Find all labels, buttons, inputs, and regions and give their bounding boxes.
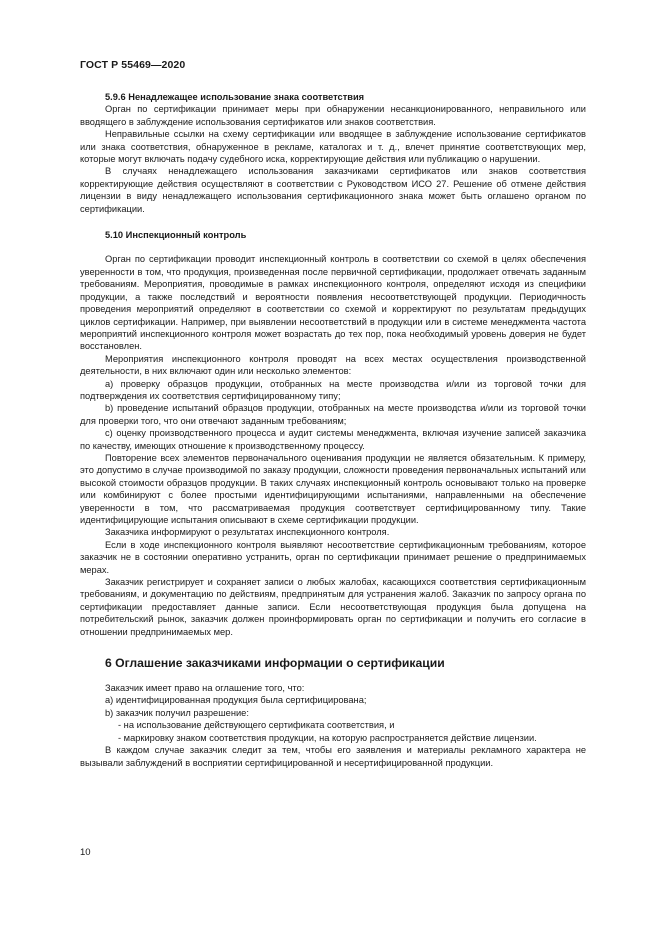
list-item: а) проверку образцов продукции, отобранных на месте производства и/или из торговой точки для подтверждения их соответствия сертифицированному типу; bbox=[80, 378, 586, 401]
paragraph: Если в ходе инспекционного контроля выявляют несоответствие сертификационным требованиям, которое заказчик не в состоянии оперативно устранить, орган по сертификации принимает решение о предпринимаемых мерах. bbox=[80, 539, 586, 575]
list-item: b) заказчик получил разрешение: bbox=[105, 707, 249, 718]
list-item: а) идентифицированная продукция была сертифицирована; bbox=[105, 695, 367, 706]
paragraph: Заказчик имеет право на оглашение того, что: bbox=[105, 683, 305, 694]
section-5-9-6-title: 5.9.6 Ненадлежащее использование знака соответствия bbox=[105, 92, 365, 102]
section-5-10-title: 5.10 Инспекционный контроль bbox=[105, 230, 247, 241]
paragraph: Заказчика информируют о результатах инспекционного контроля. bbox=[105, 527, 390, 538]
page-body bbox=[80, 91, 586, 769]
list-item: - маркировку знаком соответствия продукции, на которую распространяется действие лицензии. bbox=[118, 732, 537, 743]
paragraph: Повторение всех элементов первоначального оценивания продукции не является обязательным. К примеру, это допустимо в случае производимой по заказу продукции, сложности проведения первоначальных испытаний или высокой стоимости образцов продукции. В таких случаях инспекционный контроль основывают только на проверке или комбинируют с более простыми идентифицирующими испытаниями, направленными на обеспечение уверенности в том, что рассматриваемая продукция соответствует сертифицированному типу. Такие идентифицирующие испытания описывают в схеме сертификации продукции. bbox=[80, 452, 586, 525]
paragraph: В каждом случае заказчик следит за тем, чтобы его заявления и материалы рекламного характера не вызывали заблуждений в восприятии сертифицированной и несертифицированной продукции. bbox=[80, 745, 586, 768]
paragraph: Орган по сертификации принимает меры при обнаружении несанкционированного, неправильного или вводящего в заблуждение использования сертификатов или знаков соответствия. bbox=[80, 104, 586, 127]
list-item: с) оценку производственного процесса и аудит системы менеджмента, включая изучение записей заказчика по качеству, имеющих отношение к производственному процессу. bbox=[80, 428, 586, 451]
section-5-10 bbox=[80, 229, 586, 638]
list-item: b) проведение испытаний образцов продукции, отобранных на месте производства и/или из торговой точки для проверки того, что они отвечают заданным требованиям; bbox=[80, 403, 586, 426]
paragraph: Орган по сертификации проводит инспекционный контроль в соответствии со схемой в целях обеспечения уверенности в том, что продукция, произведенная после первичной сертификации, продолжает отвечать заданным требованиям. Мероприятия, проводимые в рамках инспекционного контроля, определяют исходя из специфики продукции, а также последствий и вероятности появления несоответствующей продукции. Периодичность проведения мероприятий определяют в соответствии со схемой и корректируют по результатам предыдущих циклов сертификации. Например, при выявлении несоответствий в продукции или в системе менеджмента частота мероприятий инспекционного контроля может возрастать до тех пор, пока необходимый уровень доверия не будет восстановлен. bbox=[80, 254, 586, 352]
document-header: ГОСТ Р 55469—2020 bbox=[80, 59, 186, 71]
list-item: - на использование действующего сертификата соответствия, и bbox=[118, 720, 395, 731]
paragraph: Мероприятия инспекционного контроля проводят на всех местах осуществления производственной деятельности, в них включают один или несколько элементов: bbox=[80, 353, 586, 377]
page-number: 10 bbox=[80, 847, 91, 858]
section-6-heading: 6 Оглашение заказчиками информации о сертификации bbox=[105, 656, 445, 671]
paragraph: В случаях ненадлежащего использования заказчиками сертификатов или знаков соответствия корректирующие действия осуществляют в соответствии с Руководством ИСО 27. Решение об отмене действия лицензии в виду ненадлежащего использования сертификационного знака может быть оглашено органом по сертификации. bbox=[80, 166, 586, 214]
paragraph: Заказчик регистрирует и сохраняет записи о любых жалобах, касающихся соответствия сертификационным требованиям, и документацию по действиям, предпринятым для устранения жалоб. Заказчик по запросу органа по сертификации предоставляет данные записи. Если несоответствующая продукция была допущена на потребительский рынок, заказчик должен проинформировать орган по сертификации и получить его согласие в отношении предпринимаемых мер. bbox=[80, 577, 586, 637]
paragraph: Неправильные ссылки на схему сертификации или вводящее в заблуждение использование сертификатов или знака соответствия, обнаруженное в рекламе, каталогах и т. д., влечет принятие соответствующих мер, которые могут включать подачу судебного иска, корректирующие действия или публикацию о нарушении. bbox=[80, 129, 586, 165]
